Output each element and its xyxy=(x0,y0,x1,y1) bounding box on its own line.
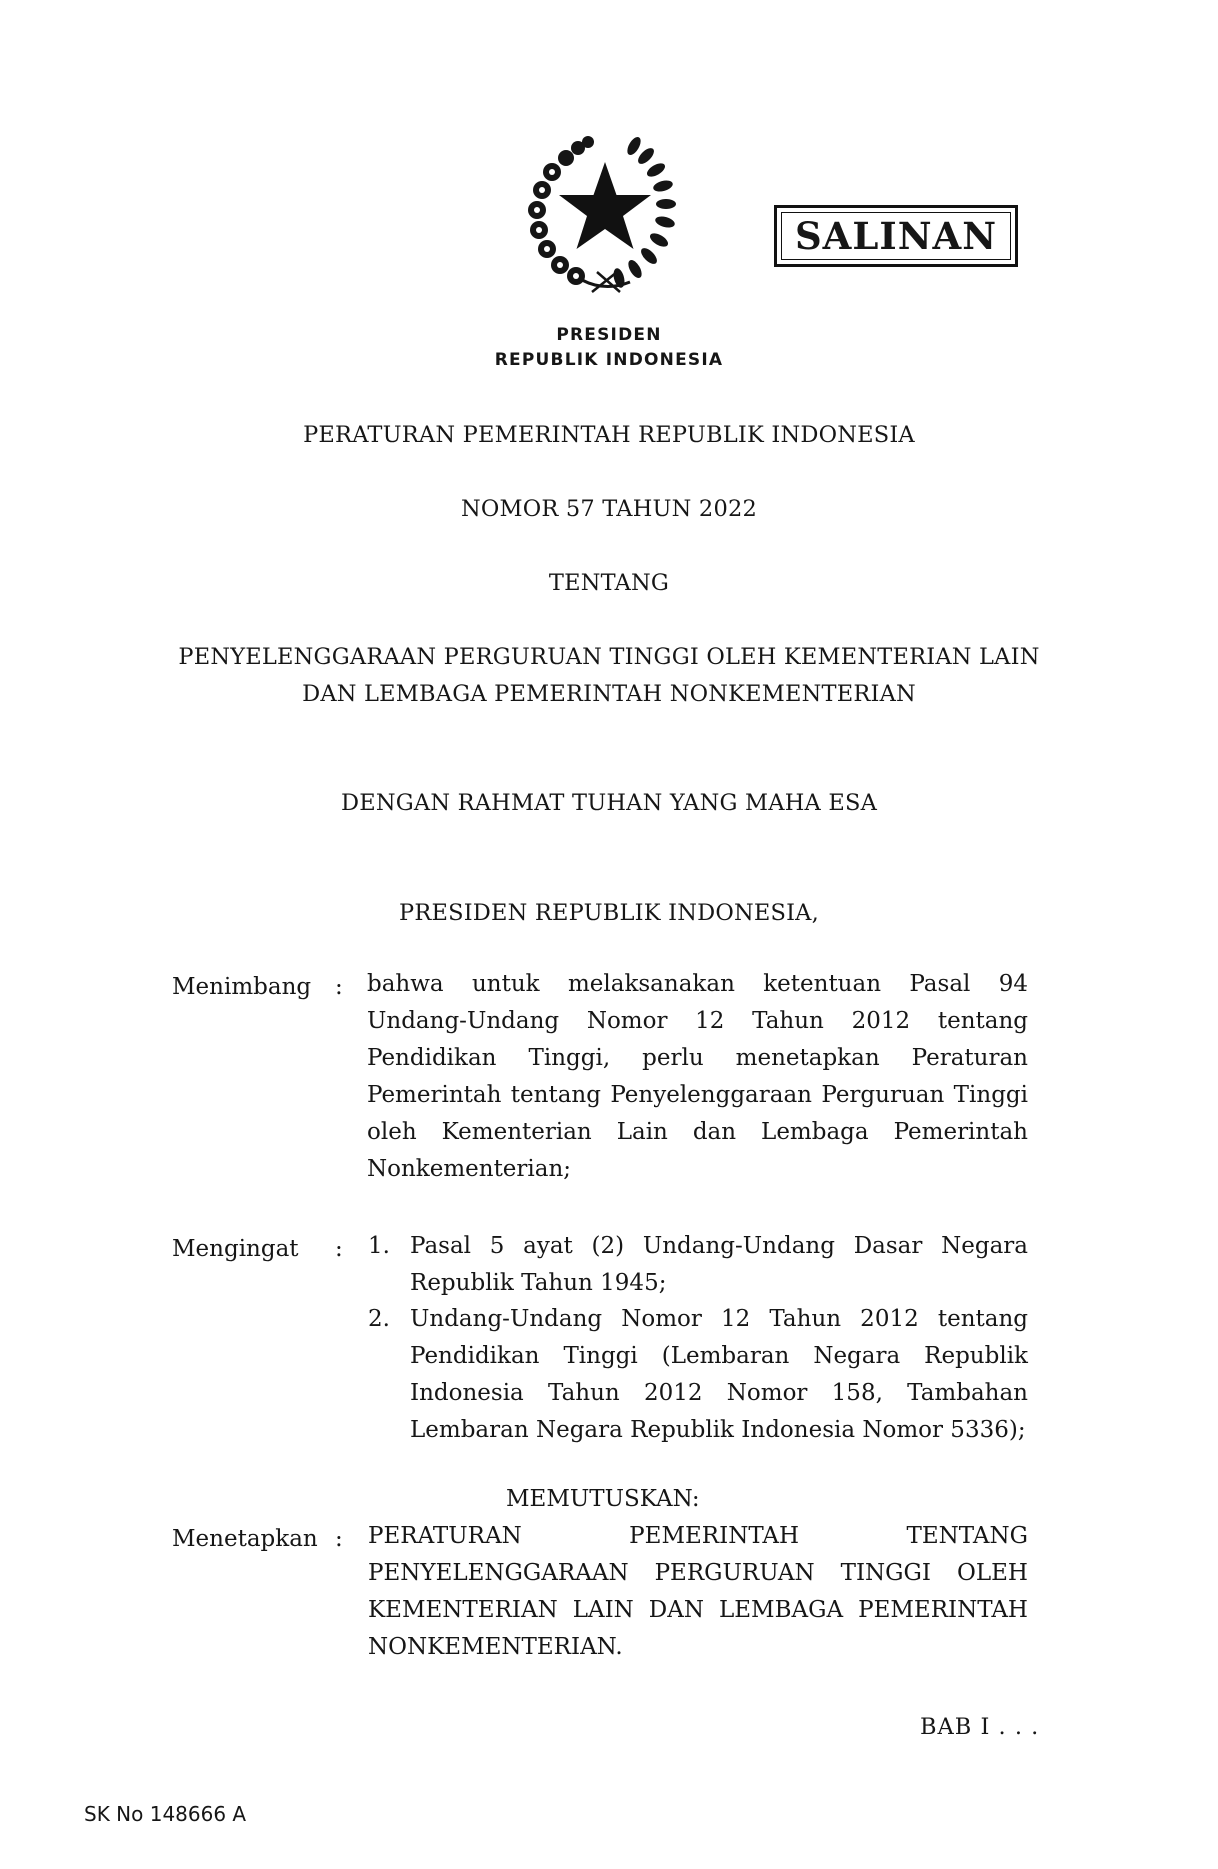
menimbang-line: Pemerintah tentang Penyelenggaraan Perguruan Tinggi xyxy=(367,1082,1028,1108)
next-page-indicator: BAB I . . . xyxy=(920,1714,1040,1740)
list-item-number: 2. xyxy=(368,1306,390,1332)
menetapkan-label: Menetapkan xyxy=(172,1526,318,1552)
menetapkan-colon: : xyxy=(335,1526,343,1552)
memutuskan-heading: MEMUTUSKAN: xyxy=(506,1486,700,1512)
menimbang-line: Undang-Undang Nomor 12 Tahun 2012 tentang xyxy=(367,1008,1028,1034)
presiden-label: PRESIDEN xyxy=(556,325,662,345)
mengingat-line: Pasal 5 ayat (2) Undang-Undang Dasar Negara xyxy=(410,1233,1028,1259)
republik-indonesia-label: REPUBLIK INDONESIA xyxy=(494,350,724,370)
menetapkan-line: PERATURAN PEMERINTAH TENTANG xyxy=(368,1523,1028,1549)
document-title: PERATURAN PEMERINTAH REPUBLIK INDONESIA xyxy=(303,422,915,448)
presiden-declaration: PRESIDEN REPUBLIK INDONESIA, xyxy=(399,900,819,926)
mengingat-line: Pendidikan Tinggi (Lembaran Negara Republik xyxy=(410,1343,1028,1369)
salinan-stamp: SALINAN xyxy=(774,205,1018,267)
mengingat-colon: : xyxy=(335,1236,343,1262)
subject-line-1: PENYELENGGARAAN PERGURUAN TINGGI OLEH KEMENTERIAN LAIN xyxy=(178,644,1040,670)
menimbang-line: bahwa untuk melaksanakan ketentuan Pasal 94 xyxy=(367,971,1028,997)
menimbang-colon: : xyxy=(335,974,343,1000)
tentang-heading: TENTANG xyxy=(548,570,670,596)
mengingat-line: Indonesia Tahun 2012 Nomor 158, Tambahan xyxy=(410,1380,1028,1406)
menimbang-line: oleh Kementerian Lain dan Lembaga Pemerintah xyxy=(367,1119,1028,1145)
list-item-number: 1. xyxy=(368,1233,390,1259)
menimbang-label: Menimbang xyxy=(172,974,312,1000)
rahmat-line: DENGAN RAHMAT TUHAN YANG MAHA ESA xyxy=(340,790,878,816)
document-number: NOMOR 57 TAHUN 2022 xyxy=(460,496,757,522)
mengingat-line: Lembaran Negara Republik Indonesia Nomor 5336); xyxy=(410,1417,1026,1443)
menetapkan-line: PENYELENGGARAAN PERGURUAN TINGGI OLEH xyxy=(368,1560,1028,1586)
garuda-star-wreath-emblem-icon xyxy=(522,132,688,298)
menetapkan-line: KEMENTERIAN LAIN DAN LEMBAGA PEMERINTAH xyxy=(368,1597,1028,1623)
mengingat-line: Republik Tahun 1945; xyxy=(410,1270,667,1296)
mengingat-label: Mengingat xyxy=(172,1236,299,1262)
menimbang-line: Nonkementerian; xyxy=(367,1156,572,1182)
subject-line-2: DAN LEMBAGA PEMERINTAH NONKEMENTERIAN xyxy=(302,681,916,707)
sk-number: SK No 148666 A xyxy=(84,1802,247,1826)
menetapkan-line: NONKEMENTERIAN. xyxy=(368,1634,623,1660)
menimbang-line: Pendidikan Tinggi, perlu menetapkan Peraturan xyxy=(367,1045,1028,1071)
mengingat-line: Undang-Undang Nomor 12 Tahun 2012 tentang xyxy=(410,1306,1028,1332)
